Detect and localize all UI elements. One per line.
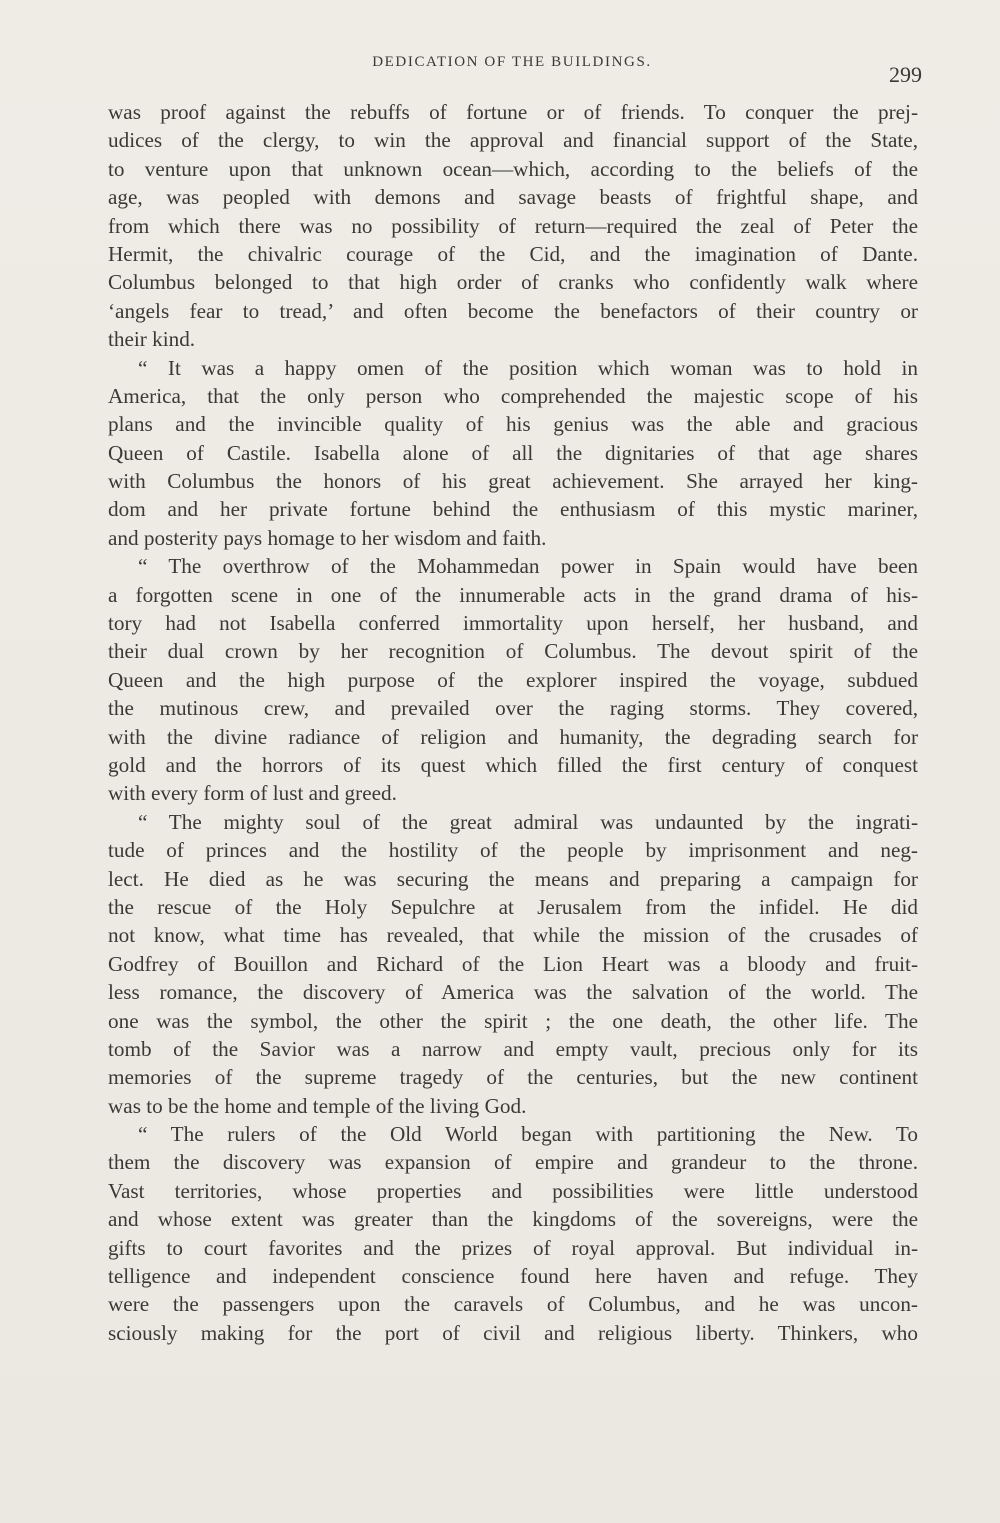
text-line: memories of the supreme tragedy of the centuries, but the new continent [108,1065,918,1090]
text-line: was proof against the rebuffs of fortune or of friends. To conquer the prej- [108,100,918,124]
text-line: not know, what time has revealed, that while the mission of the crusades of [108,923,918,948]
text-line: was to be the home and temple of the living God. [108,1093,527,1118]
text-line: with the divine radiance of religion and humanity, the degrading search for [108,724,918,749]
text-line: “ The rulers of the Old World began with partitioning the New. To [138,1122,918,1147]
text-line: less romance, the discovery of America was the salvation of the world. The [108,980,918,1005]
text-line: sciously making for the port of civil and religious liberty. Thinkers, who [108,1320,918,1345]
text-line: America, that the only person who comprehended the majestic scope of his [108,383,918,408]
text-line: from which there was no possibility of return—required the zeal of Peter the [108,213,918,238]
text-line: their kind. [108,327,196,352]
text-line: with Columbus the honors of his great achievement. She arrayed her king- [108,469,918,494]
text-line: with every form of lust and greed. [108,781,397,806]
text-line: Vast territories, whose properties and possibilities were little understood [108,1178,918,1203]
text-line: and whose extent was greater than the kingdoms of the sovereigns, were the [108,1207,918,1232]
text-line: age, was peopled with demons and savage beasts of frightful shape, and [108,185,918,210]
text-line: tude of princes and the hostility of the people by imprisonment and neg- [108,838,918,863]
text-line: were the passengers upon the caravels of Columbus, and he was uncon- [108,1292,918,1317]
text-line: Columbus belonged to that high order of cranks who confidently walk where [108,270,918,295]
text-line: “ The mighty soul of the great admiral was undaunted by the ingrati- [138,809,918,834]
text-line: Queen and the high purpose of the explorer inspired the voyage, subdued [108,667,918,692]
text-line: Godfrey of Bouillon and Richard of the Lion Heart was a bloody and fruit- [108,951,918,976]
text-line: telligence and independent conscience found here haven and refuge. They [108,1264,918,1289]
text-line: and posterity pays homage to her wisdom and faith. [108,525,547,550]
text-line: the rescue of the Holy Sepulchre at Jerusalem from the infidel. He did [108,894,918,919]
text-line: gifts to court favorites and the prizes of royal approval. But individual in- [108,1235,918,1260]
text-line: Queen of Castile. Isabella alone of all the dignitaries of that age shares [108,440,918,465]
text-line: one was the symbol, the other the spirit ; the one death, the other life. The [108,1008,918,1033]
text-line: Hermit, the chivalric courage of the Cid, and the imagination of Dante. [108,241,918,266]
text-line: lect. He died as he was securing the means and preparing a campaign for [108,866,918,891]
page-number: 299 [889,62,922,87]
text-line: udices of the clergy, to win the approval and financial support of the State, [108,128,918,153]
text-line: gold and the horrors of its quest which filled the first century of conquest [108,752,918,777]
text-line: a forgotten scene in one of the innumerable acts in the grand drama of his- [108,582,918,607]
text-line: their dual crown by her recognition of Columbus. The devout spirit of the [108,639,918,664]
body-text [108,98,918,1347]
text-line: to venture upon that unknown ocean—which, according to the beliefs of the [108,156,918,181]
text-line: them the discovery was expansion of empire and grandeur to the throne. [108,1150,918,1175]
text-line: plans and the invincible quality of his genius was the able and gracious [108,412,918,437]
running-head: DEDICATION OF THE BUILDINGS. [372,54,652,70]
text-line: dom and her private fortune behind the enthusiasm of this mystic mariner, [108,497,918,522]
text-line: “ The overthrow of the Mohammedan power in Spain would have been [138,554,918,579]
text-line: tory had not Isabella conferred immortality upon herself, her husband, and [108,611,918,636]
text-line: the mutinous crew, and prevailed over the raging storms. They covered, [108,696,918,721]
text-line: tomb of the Savior was a narrow and empty vault, precious only for its [108,1036,918,1061]
text-line: ‘angels fear to tread,’ and often become the benefactors of their country or [108,298,918,323]
text-line: “ It was a happy omen of the position which woman was to hold in [138,355,918,380]
